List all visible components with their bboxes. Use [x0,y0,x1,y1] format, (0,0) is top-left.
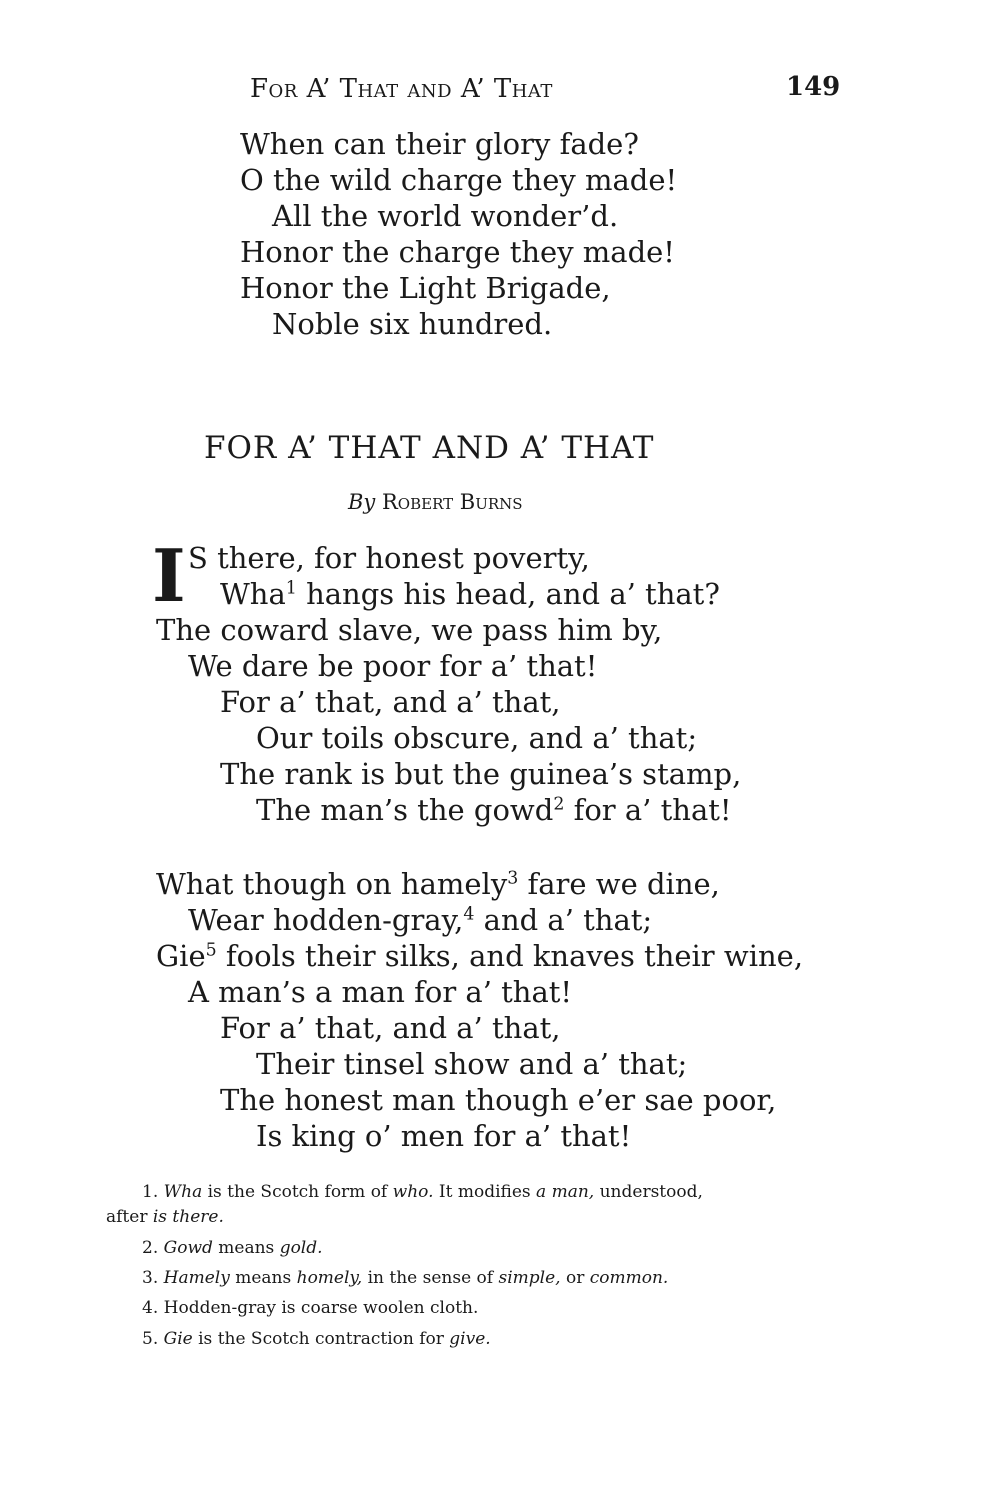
running-title: For A’ That and A’ That [250,74,553,104]
poem-line [220,576,720,612]
poem-line: For a’ that, and a’ that, [220,1011,561,1045]
line-text: hangs his head, and a’ that? [296,577,720,611]
footnote-text: is the Scotch contraction for [192,1329,450,1349]
footnote-text: means [212,1238,280,1258]
poem-line: The honest man though e’er sae poor, [220,1083,777,1117]
footnote-ref: 1 [285,578,297,599]
footnote-text: It modifies [433,1182,537,1202]
poem-line: Their tinsel show and a’ that; [256,1047,688,1081]
footnote-number: 1. [142,1182,159,1202]
footnote-ref: 3 [507,868,519,889]
footnote-text: understood, [594,1182,703,1202]
poem-line [156,938,803,974]
line-text: Wha [220,577,286,611]
footnote-text: who. [392,1182,434,1202]
poem-line: Honor the charge they made! [240,235,675,269]
footnote-4 [142,1297,478,1319]
footnote-text: means [229,1268,297,1288]
footnote-text: give. [449,1329,491,1349]
byline-by: By [348,490,376,514]
footnote-number: 5. [142,1329,159,1349]
page-number: 149 [786,72,841,102]
footnote-2 [142,1237,323,1259]
footnote-number: 2. [142,1238,159,1258]
footnote-text: a man, [536,1182,595,1202]
line-text: Wear hodden-gray, [188,903,464,937]
poem-title: FOR A’ THAT AND A’ THAT [204,430,655,466]
footnote-text: or [560,1268,590,1288]
poem-line: We dare be poor for a’ that! [188,649,598,683]
footnote-ref: 2 [553,794,565,815]
footnote-text: is the Scotch form of [202,1182,393,1202]
poem-line [188,902,652,938]
poem-line: Our toils obscure, and a’ that; [256,721,698,755]
footnote-1-continued [106,1206,224,1228]
footnote-text: Gie [163,1329,193,1349]
footnote-number: 4. [142,1298,159,1318]
footnote-text: Gowd [163,1238,213,1258]
footnote-text: Hamely [163,1268,230,1288]
footnote-text: homely, [296,1268,363,1288]
poem-line [156,866,720,902]
line-text: fools their silks, and knaves their wine, [216,939,804,973]
footnote-text: is there. [152,1207,224,1227]
author-name: Robert Burns [381,490,523,514]
line-text: The man’s the gowd [256,793,554,827]
poem-line: When can their glory fade? [240,127,639,161]
footnote-number: 3. [142,1268,159,1288]
poem-line: The rank is but the guinea’s stamp, [220,757,742,791]
poem-line: Honor the Light Brigade, [240,271,611,305]
footnote-3 [142,1267,668,1289]
footnote-text: simple, [498,1268,561,1288]
line-text: and a’ that; [474,903,653,937]
footnote-1 [142,1181,703,1203]
poem-line: Noble six hundred. [272,307,553,341]
poem-line: S there, for honest poverty, [188,541,590,575]
footnote-text: after [106,1207,153,1227]
poem-line: O the wild charge they made! [240,163,678,197]
footnote-5 [142,1328,491,1350]
footnote-text: gold. [279,1238,323,1258]
footnote-text: in the sense of [362,1268,499,1288]
footnote-text: common. [589,1268,669,1288]
footnote-text: Wha [163,1182,203,1202]
line-text: for a’ that! [564,793,732,827]
byline [348,490,523,514]
footnote-ref: 5 [205,940,217,961]
line-text: fare we dine, [518,867,720,901]
poem-line: A man’s a man for a’ that! [188,975,573,1009]
footnote-ref: 4 [463,904,475,925]
line-text: Gie [156,939,206,973]
line-text: What though on hamely [156,867,508,901]
poem-line: For a’ that, and a’ that, [220,685,561,719]
drop-cap: I [152,533,186,618]
poem-line [256,792,732,828]
poem-line: All the world wonder’d. [272,199,619,233]
footnote-text: Hodden-gray is coarse woolen cloth. [163,1298,479,1318]
poem-line: Is king o’ men for a’ that! [256,1119,632,1153]
poem-line: The coward slave, we pass him by, [156,613,663,647]
